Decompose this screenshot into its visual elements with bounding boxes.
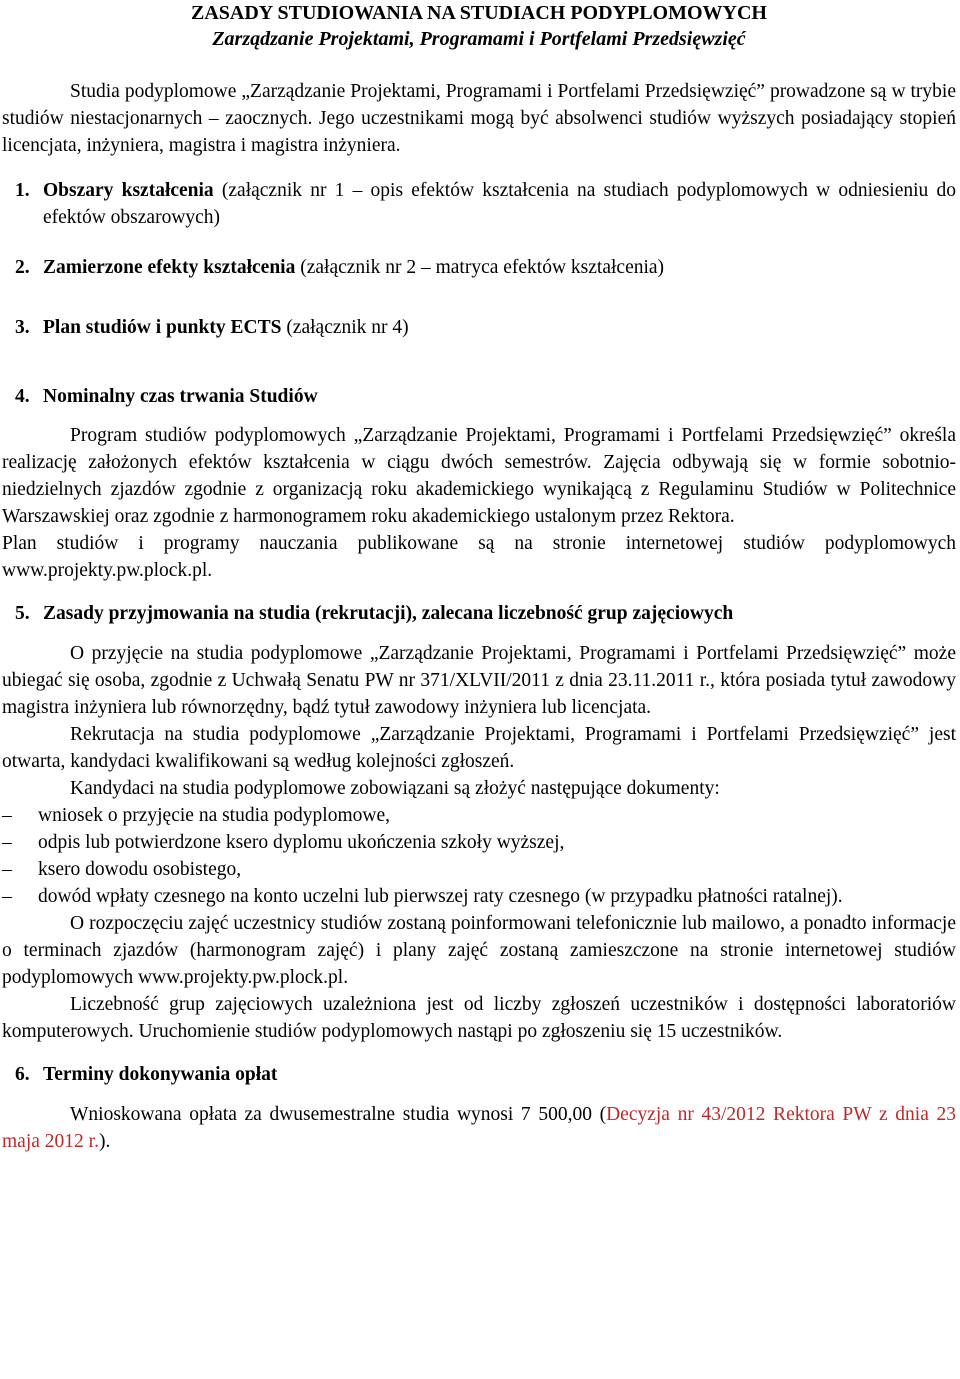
- section-1-text: [43, 177, 956, 231]
- section-4-heading: Nominalny czas trwania Studiów: [43, 386, 318, 407]
- section-5-paragraph-1: O przyjęcie na studia podyplomowe „Zarządzanie Projektami, Programami i Portfelami Przedsięwzięć” może ubiegać się osoba, zgodnie z Uchwałą Senatu PW nr 371/XLVII/2011 z dnia 23.11.2011 r., która posiada tytuł zawodowy magistra inżyniera lub równorzędny, bądź tytuł zawodowy inżyniera lub licencjata.: [2, 643, 956, 718]
- section-1-rest: (załącznik nr 1 – opis efektów kształcenia na studiach podyplomowych w odniesieniu do efektów obszarowych): [43, 180, 956, 228]
- section-4: [2, 383, 956, 410]
- section-3-heading: Plan studiów i punkty ECTS: [43, 317, 282, 338]
- dash-bullet: –: [2, 832, 12, 853]
- section-5-number: 5.: [15, 603, 30, 624]
- section-3-rest: (załącznik nr 4): [281, 317, 409, 338]
- section-6-heading: Terminy dokonywania opłat: [43, 1064, 278, 1085]
- section-4-heading-line: [43, 383, 956, 410]
- document-title: ZASADY STUDIOWANIA NA STUDIACH PODYPLOMOWYCH: [191, 2, 767, 24]
- section-5-paragraph-3: Kandydaci na studia podyplomowe zobowiązani są złożyć następujące dokumenty:: [70, 778, 720, 799]
- fee-text-end: ).: [98, 1131, 111, 1152]
- section-5: [2, 600, 956, 627]
- list-item-text: dowód wpłaty czesnego na konto uczelni lub pierwszej raty czesnego (w przypadku płatności ratalnej).: [38, 886, 843, 907]
- section-1-number: 1.: [15, 180, 30, 201]
- section-5-paragraph-4: O rozpoczęciu zajęć uczestnicy studiów zostaną poinformowani telefonicznie lub mailowo, a ponadto informacje o terminach zjazdów (harmonogram zajęć) i plany zajęć zostaną zamieszczone na stronie internetowej studiów podyplomowych www.projekty.pw.plock.pl.: [2, 913, 956, 988]
- section-1: [2, 177, 956, 231]
- list-item: [2, 829, 956, 856]
- rector-decision-reference: Decyzja nr 43/2012 Rektora PW z dnia 23 maja 2012 r.: [2, 1104, 956, 1152]
- section-1-heading: Obszary kształcenia: [43, 180, 214, 201]
- section-3-number: 3.: [15, 317, 30, 338]
- list-item: [2, 802, 956, 829]
- section-3-text: [43, 314, 956, 341]
- dash-bullet: –: [2, 859, 12, 880]
- section-6-paragraph-1: [2, 1101, 956, 1155]
- section-3: [2, 314, 956, 341]
- section-2-rest: (załącznik nr 2 – matryca efektów kształcenia): [295, 257, 665, 278]
- list-item: [2, 856, 956, 883]
- section-2-number: 2.: [15, 257, 30, 278]
- section-2-text: [43, 254, 956, 281]
- dash-bullet: –: [2, 805, 12, 826]
- required-documents-list: [2, 802, 956, 910]
- section-4-paragraph-2: Plan studiów i programy nauczania publikowane są na stronie internetowej studiów podyplomowych www.projekty.pw.plock.pl.: [2, 533, 956, 581]
- section-4-number: 4.: [15, 386, 30, 407]
- section-6-number: 6.: [15, 1064, 30, 1085]
- section-2-heading: Zamierzone efekty kształcenia: [43, 257, 296, 278]
- list-item-text: odpis lub potwierdzone ksero dyplomu ukończenia szkoły wyższej,: [38, 832, 565, 853]
- section-5-paragraph-5: Liczebność grup zajęciowych uzależniona jest od liczby zgłoszeń uczestników i dostępności laboratoriów komputerowych. Uruchomienie studiów podyplomowych nastąpi po zgłoszeniu się 15 uczestników.: [2, 994, 956, 1042]
- section-2: [2, 254, 956, 281]
- list-item-text: wniosek o przyjęcie na studia podyplomowe,: [38, 805, 390, 826]
- dash-bullet: –: [2, 886, 12, 907]
- section-6: [2, 1061, 956, 1088]
- document-subtitle: Zarządzanie Projektami, Programami i Portfelami Przedsięwzięć: [212, 28, 746, 50]
- intro-paragraph: Studia podyplomowe „Zarządzanie Projektami, Programami i Portfelami Przedsięwzięć” prowadzone są w trybie studiów niestacjonarnych – zaocznych. Jego uczestnikami mogą być absolwenci studiów wyższych posiadający stopień licencjata, inżyniera, magistra i magistra inżyniera.: [2, 81, 956, 156]
- section-5-paragraph-2: Rekrutacja na studia podyplomowe „Zarządzanie Projektami, Programami i Portfelami Przedsięwzięć” jest otwarta, kandydaci kwalifikowani są według kolejności zgłoszeń.: [2, 724, 956, 772]
- list-item-text: ksero dowodu osobistego,: [38, 859, 242, 880]
- fee-text: Wnioskowana opłata za dwusemestralne studia wynosi 7 500,00 (: [70, 1104, 607, 1125]
- section-5-heading-line: [43, 600, 956, 627]
- section-5-heading: Zasady przyjmowania na studia (rekrutacji), zalecana liczebność grup zajęciowych: [43, 603, 734, 624]
- list-item: [2, 883, 956, 910]
- section-6-heading-line: [43, 1061, 956, 1088]
- section-4-paragraph-1: Program studiów podyplomowych „Zarządzanie Projektami, Programami i Portfelami Przedsięwzięć” określa realizację założonych efektów kształcenia w ciągu dwóch semestrów. Zajęcia odbywają się w formie sobotnio-niedzielnych zjazdów zgodnie z organizacją roku akademickiego wynikającą z Regulaminu Studiów w Politechnice Warszawskiej oraz zgodnie z harmonogramem roku akademickiego ustalonym przez Rektora.: [2, 425, 956, 527]
